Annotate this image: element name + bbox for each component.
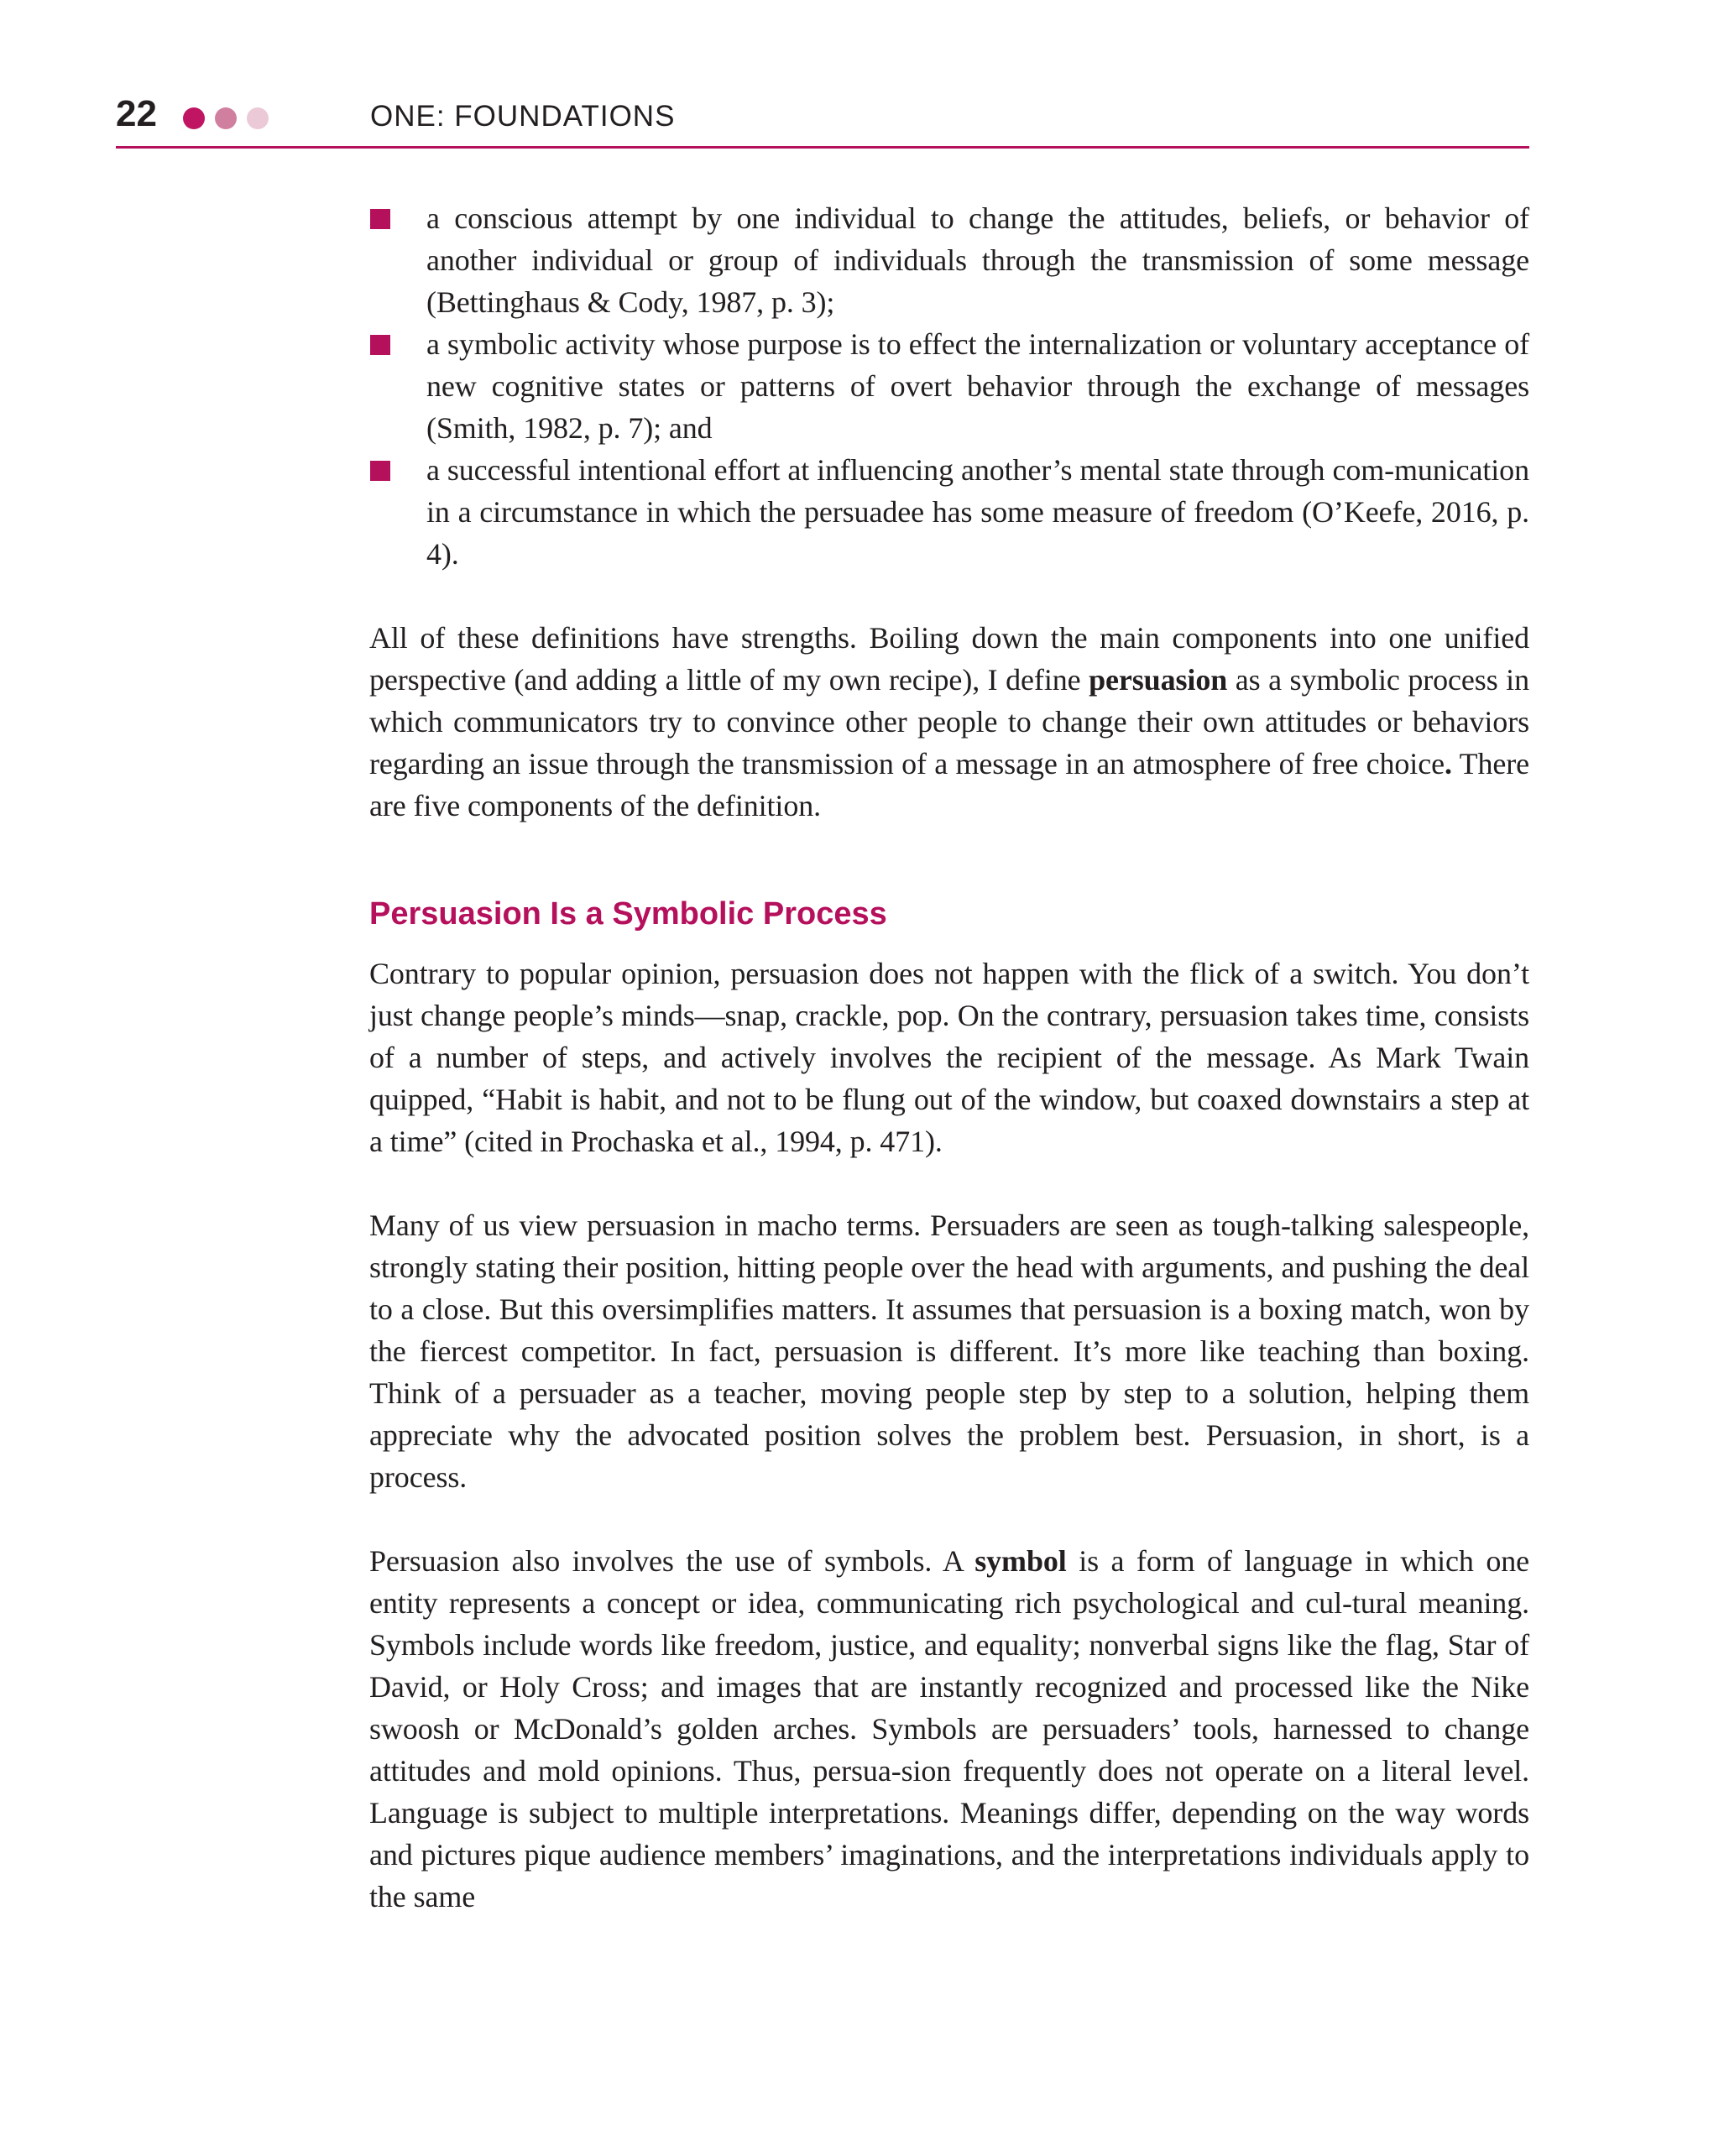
bold-period: . [1444, 747, 1452, 780]
section-heading: Persuasion Is a Symbolic Process [369, 896, 887, 932]
page-number: 22 [116, 93, 157, 134]
paragraph-macho: Many of us view persuasion in macho terms. Persuaders are seen as tough-talking salespeople, strongly stating their position, hitting people over the head with arguments, and pushing the deal to a close. But this oversimplifies matters. It assumes that persuasion is a boxing match, won by the fiercest competitor. In fact, persuasion is different. It’s more like teaching than boxing. Think of a persuader as a teacher, moving people step by step to a solution, helping them appreciate why the advocated position solves the problem best. Persuasion, in short, is a process. [369, 1209, 1529, 1494]
text-run: All of these definitions have strengths. Boiling down the main components into one unified perspective (and adding a little of my own recipe), I define [369, 621, 1529, 697]
text-run: is a form of language in which one entity represents a concept or idea, communicating rich psychological and cul-tural meaning. Symbols include words like freedom, justice, and equality; nonverbal signs like the flag, Star of David, or Holy Cross; and images that are instantly recognized and processed like the Nike swoosh or McDonald’s golden arches. Symbols are persuaders’ tools, harnessed to change attitudes and mold opinions. Thus, persua-sion frequently does not operate on a literal level. Language is subject to multiple interpretations. Meanings differ, depending on the way words and pictures pique audience members’ imaginations, and the interpretations individuals apply to the same [369, 1544, 1529, 1913]
square-bullet-icon [370, 335, 390, 355]
square-bullet-icon [370, 209, 390, 229]
list-item-text: a symbolic activity whose purpose is to effect the internalization or voluntary acceptance of new cognitive states or patterns of overt behavior through the exchange of messages (Smith, 1982, p. 7); and [426, 327, 1529, 445]
decorative-dot-icon [247, 107, 269, 129]
definition-list [369, 197, 1529, 575]
list-item-text: a conscious attempt by one individual to change the attitudes, beliefs, or behavior of another individual or group of individuals through the transmission of some message (Bettinghaus & Cody, 1987, p. 3); [426, 201, 1529, 319]
decorative-dot-icon [183, 107, 205, 129]
list-item-text: a successful intentional effort at influencing another’s mental state through com-munication in a circumstance in which the persuadee has some measure of freedom (O’Keefe, 2016, p. 4). [426, 453, 1529, 571]
bold-term-persuasion: persuasion [1089, 663, 1228, 697]
decorative-dot-icon [215, 107, 237, 129]
paragraph-symbol [369, 1540, 1529, 1918]
text-run: Persuasion also involves the use of symbols. A [369, 1544, 975, 1578]
paragraph-definition [369, 617, 1529, 827]
text-run: There are five components of the definition. [369, 747, 1530, 822]
square-bullet-icon [370, 461, 390, 481]
list-item [369, 197, 1529, 323]
text-run: as a symbolic process in which communicators try to convince other people to change their own attitudes or behaviors regarding an issue through the transmission of a message in an atmosphere of free choice [369, 663, 1529, 780]
bold-term-symbol: symbol [974, 1544, 1067, 1578]
body-content [369, 197, 1529, 1918]
paragraph-twain: Contrary to popular opinion, persuasion does not happen with the flick of a switch. You don’t just change people’s minds—snap, crackle, pop. On the contrary, persuasion takes time, consists of a number of steps, and actively involves the recipient of the message. As Mark Twain quipped, “Habit is habit, and not to be flung out of the window, but coaxed downstairs a step at a time” (cited in Prochaska et al., 1994, p. 471). [369, 957, 1529, 1158]
chapter-title: ONE: FOUNDATIONS [370, 100, 676, 133]
running-head [116, 91, 1529, 149]
list-item [369, 449, 1529, 575]
list-item [369, 323, 1529, 449]
